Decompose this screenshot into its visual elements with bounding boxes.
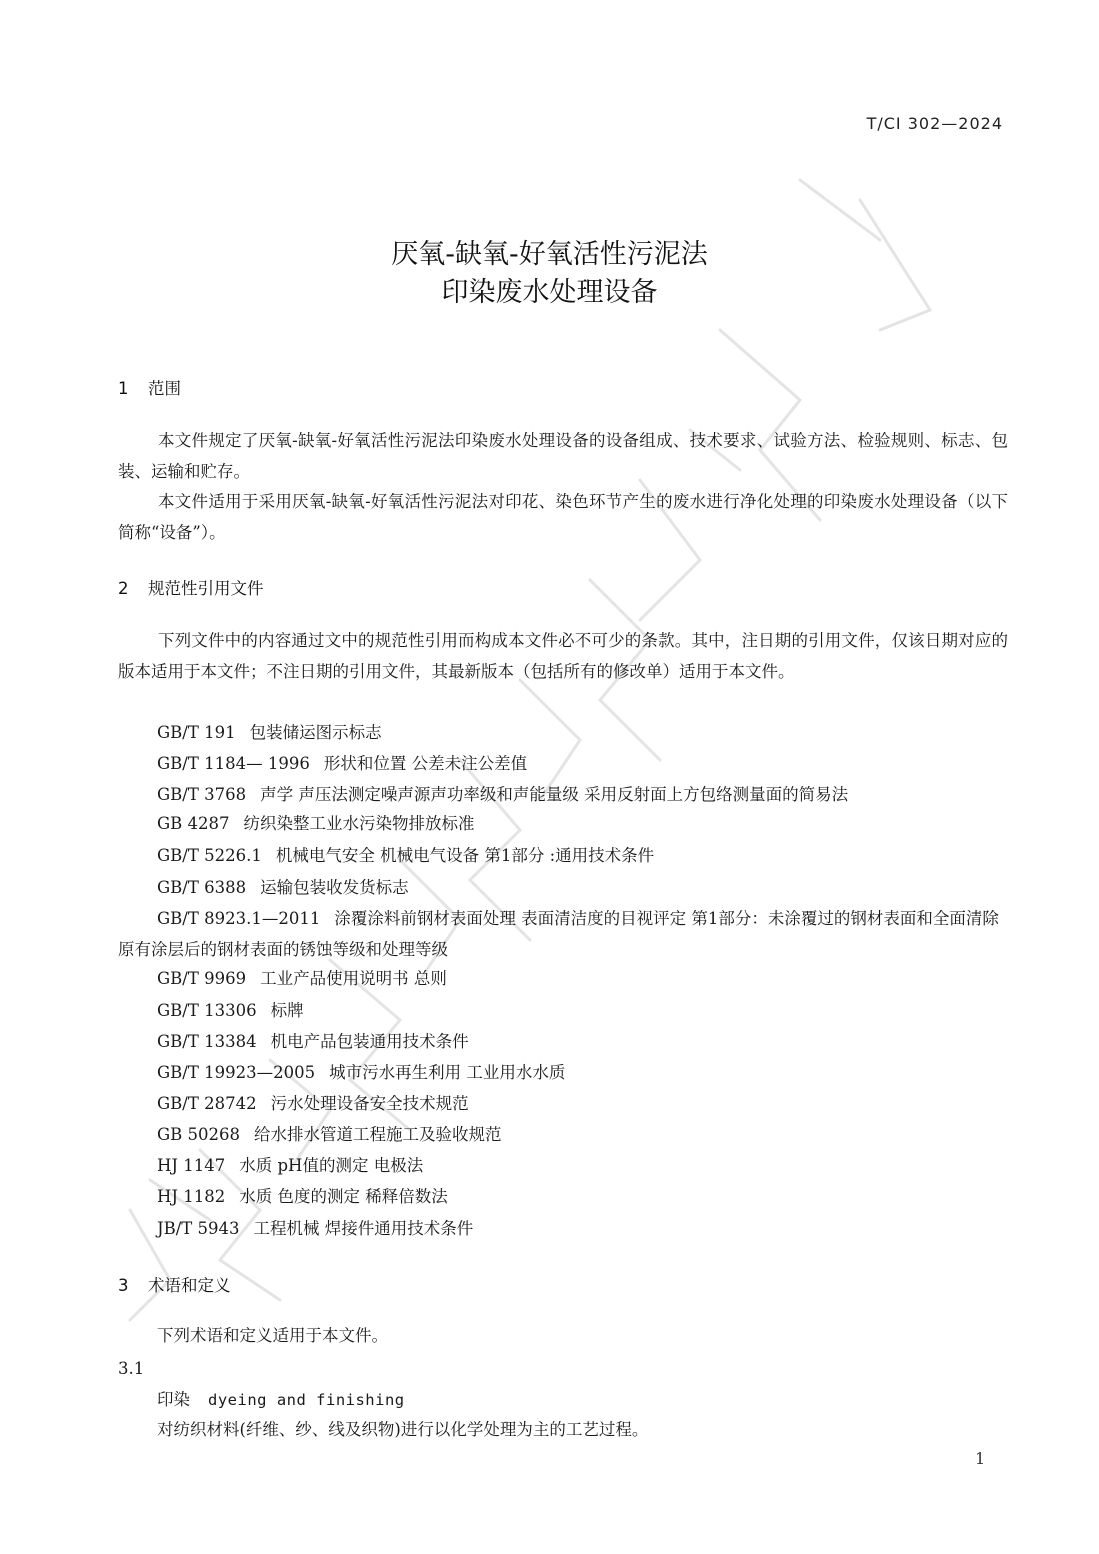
reference-item — [157, 748, 527, 779]
reference-code: GB/T 13384 — [157, 1032, 257, 1051]
scope-paragraph-2: 本文件适用于采用厌氧-缺氧-好氧活性污泥法对印花、染色环节产生的废水进行净化处理的印染废水处理设备（以下简称“设备”）。 — [118, 492, 1008, 542]
section-number: 2 — [118, 579, 129, 598]
reference-item — [157, 840, 654, 871]
reference-item — [118, 903, 1010, 965]
reference-code: GB 50268 — [157, 1125, 241, 1144]
term-definition: 对纺织材料(纤维、纱、线及织物)进行以化学处理为主的工艺过程。 — [157, 1420, 649, 1439]
reference-code: GB 4287 — [157, 814, 230, 833]
reference-code: HJ 1147 — [157, 1156, 226, 1175]
reference-title: 形状和位置 公差未注公差值 — [323, 754, 528, 773]
reference-code: GB/T 191 — [157, 723, 236, 742]
reference-code: GB/T 9969 — [157, 969, 247, 988]
section-2-heading — [118, 575, 264, 599]
section-title: 术语和定义 — [148, 1276, 231, 1295]
reference-title: 水质 色度的测定 稀释倍数法 — [239, 1187, 448, 1206]
reference-code: GB/T 13306 — [157, 1001, 257, 1020]
title-line-1: 厌氧-缺氧-好氧活性污泥法 — [391, 239, 708, 270]
section-title: 规范性引用文件 — [148, 579, 264, 598]
term-english: dyeing and finishing — [208, 1391, 405, 1409]
page-number: 1 — [975, 1449, 986, 1468]
section-number: 3 — [118, 1276, 129, 1295]
reference-title: 包装储运图示标志 — [249, 723, 382, 742]
reference-title: 污水处理设备安全技术规范 — [270, 1094, 469, 1113]
section-title: 范围 — [148, 379, 181, 398]
reference-item — [157, 1026, 469, 1057]
section-1-heading — [118, 375, 181, 399]
reference-code: HJ 1182 — [157, 1187, 226, 1206]
reference-title: 声学 声压法测定噪声源声功率级和声能量级 采用反射面上方包络测量面的简易法 — [260, 785, 849, 804]
reference-code: GB/T 1184— 1996 — [157, 754, 310, 773]
reference-code: GB/T 8923.1—2011 — [157, 909, 321, 928]
reference-item — [157, 1119, 502, 1150]
section-number: 1 — [118, 379, 129, 398]
reference-item — [157, 872, 409, 903]
reference-code: JB/T 5943 — [157, 1219, 240, 1238]
reference-title: 给水排水管道工程施工及验收规范 — [254, 1125, 502, 1144]
references-intro: 下列文件中的内容通过文中的规范性引用而构成本文件必不可少的条款。其中，注日期的引用文件，仅该日期对应的版本适用于本文件；不注日期的引用文件，其最新版本（包括所有的修改单）适用于本文件。 — [118, 631, 1008, 681]
reference-title: 运输包装收发货标志 — [260, 878, 409, 897]
scope-paragraph-1: 本文件规定了厌氧-缺氧-好氧活性污泥法印染废水处理设备的设备组成、技术要求、试验方法、检验规则、标志、包装、运输和贮存。 — [118, 431, 1008, 481]
reference-code: GB/T 3768 — [157, 785, 247, 804]
reference-title: 工业产品使用说明书 总则 — [260, 969, 447, 988]
document-code: T/CI 302—2024 — [866, 114, 1003, 133]
reference-item — [157, 1088, 469, 1119]
term-chinese: 印染 — [157, 1390, 190, 1409]
reference-code: GB/T 19923—2005 — [157, 1063, 316, 1082]
reference-code: GB/T 6388 — [157, 878, 247, 897]
reference-item — [157, 963, 447, 994]
reference-code: GB/T 5226.1 — [157, 846, 262, 865]
reference-title: 机械电气安全 机械电气设备 第1部分 :通用技术条件 — [275, 846, 655, 865]
reference-item — [157, 1213, 473, 1244]
reference-title: 工程机械 焊接件通用技术条件 — [253, 1219, 474, 1238]
reference-code: GB/T 28742 — [157, 1094, 257, 1113]
reference-title: 纺织染整工业水污染物排放标准 — [243, 814, 475, 833]
reference-item — [157, 1181, 448, 1212]
reference-title: 水质 pH值的测定 电极法 — [239, 1156, 424, 1175]
reference-title: 机电产品包装通用技术条件 — [270, 1032, 469, 1051]
section-3-heading — [118, 1272, 231, 1296]
term-number: 3.1 — [118, 1359, 145, 1378]
term-entry — [157, 1384, 405, 1416]
reference-item — [157, 1057, 565, 1088]
document-title — [0, 236, 1099, 312]
reference-title: 标牌 — [270, 1001, 304, 1020]
reference-item — [157, 808, 475, 839]
reference-title: 城市污水再生利用 工业用水水质 — [329, 1063, 566, 1082]
reference-item — [157, 995, 304, 1026]
title-line-2: 印染废水处理设备 — [441, 277, 658, 308]
reference-item — [157, 779, 848, 810]
reference-title: 涂覆涂料前钢材表面处理 表面清洁度的目视评定 第1部分：未涂覆过的钢材表面和全面清除原有涂层后的钢材表面的锈蚀等级和处理等级 — [118, 909, 999, 959]
reference-item — [157, 1150, 423, 1181]
terms-intro: 下列术语和定义适用于本文件。 — [157, 1326, 388, 1345]
reference-item — [157, 717, 382, 748]
